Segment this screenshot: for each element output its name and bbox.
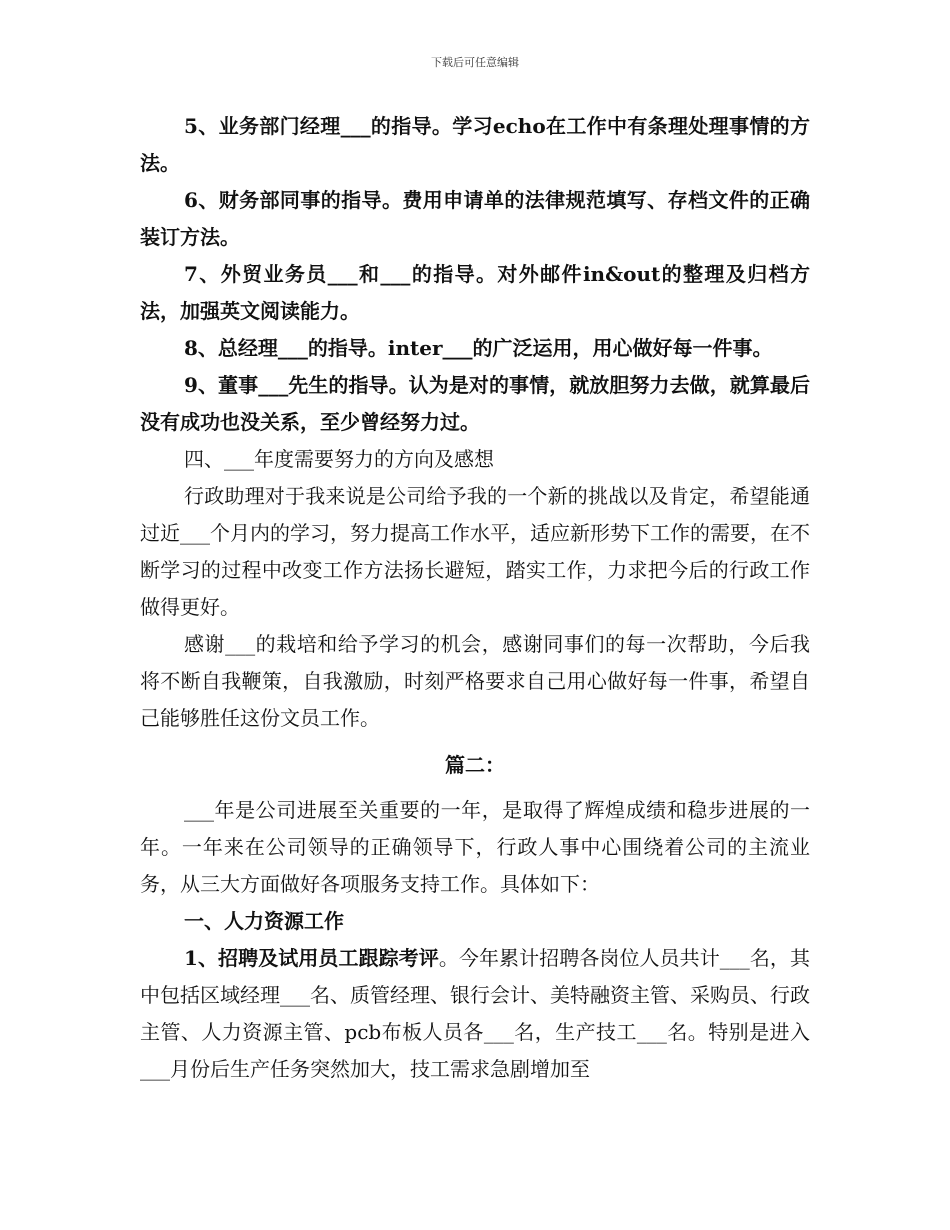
list-item: 6、财务部同事的指导。费用申请单的法律规范填写、存档文件的正确装订方法。 bbox=[140, 188, 810, 249]
list-item: 7、外贸业务员___和___的指导。对外邮件in&out的整理及归档方法，加强英文阅读能力。 bbox=[140, 262, 810, 323]
list-item: 5、业务部门经理___的指导。学习echo在工作中有条理处理事情的方法。 bbox=[140, 114, 810, 175]
list-item: 9、董事___先生的指导。认为是对的事情，就放胆努力去做，就算最后没有成功也没关系，至少曾经努力过。 bbox=[140, 373, 810, 434]
paragraph bbox=[140, 940, 810, 1088]
paragraph: 行政助理对于我来说是公司给予我的一个新的挑战以及肯定，希望能通过近___个月内的学习，努力提高工作水平，适应新形势下工作的需要，在不断学习的过程中改变工作方法扬长避短，踏实工作，力求把今后的行政工作做得更好。 bbox=[140, 484, 810, 619]
section-heading: 一、人力资源工作 bbox=[184, 909, 344, 933]
section-heading: 四、___年度需要努力的方向及感想 bbox=[184, 447, 494, 471]
item-text: 。今年累计招聘各岗位人员共计___名，其中包括区域经理___名、质管经理、银行会计、美特融资主管、采购员、行政主管、人力资源主管、pcb布板人员各___名，生产技工___名。特别是进入___月份后生产任务突然加大，技工需求急剧增加至 bbox=[140, 946, 811, 1081]
item-title: 1、招聘及试用员工跟踪考评 bbox=[184, 946, 439, 970]
list-item: 8、总经理___的指导。inter___的广泛运用，用心做好每一件事。 bbox=[184, 336, 773, 360]
page-header: 下载后可任意编辑 bbox=[431, 56, 519, 69]
paragraph: 感谢___的栽培和给予学习的机会，感谢同事们的每一次帮助，今后我将不断自我鞭策，自我激励，时刻严格要求自己用心做好每一件事，希望自己能够胜任这份文员工作。 bbox=[140, 632, 810, 730]
part-title: 篇二： bbox=[445, 753, 505, 777]
paragraph: ___年是公司进展至关重要的一年，是取得了辉煌成绩和稳步进展的一年。一年来在公司领导的正确领导下，行政人事中心围绕着公司的主流业务，从三大方面做好各项服务支持工作。具体如下： bbox=[140, 798, 810, 896]
document-body bbox=[140, 108, 810, 1088]
